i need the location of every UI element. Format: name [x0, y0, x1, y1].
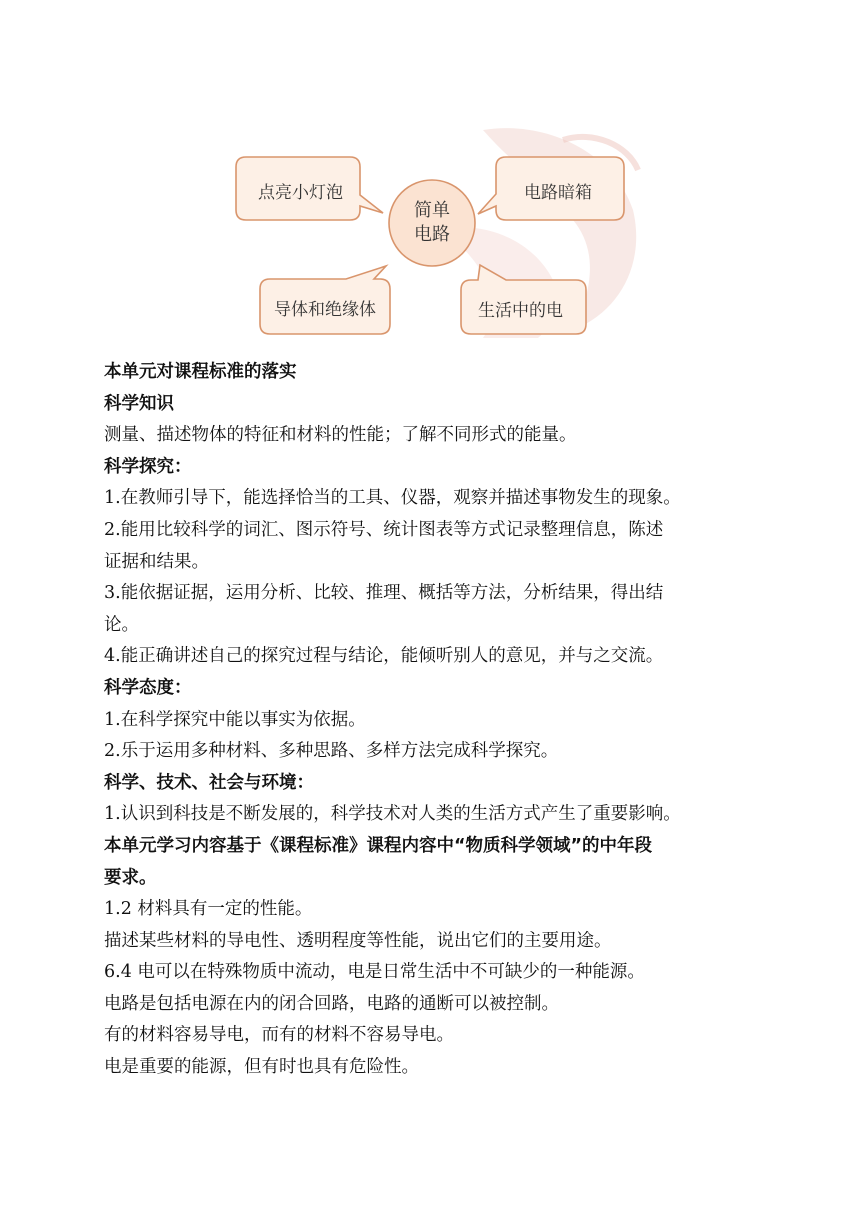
knowledge-heading: 科学知识: [104, 393, 174, 414]
inquiry-item: 4.能正确讲述自己的探究过程与结论，能倾听别人的意见，并与之交流。: [104, 646, 664, 667]
inquiry-item: 2.能用比较科学的词汇、图示符号、统计图表等方式记录整理信息，陈述: [104, 519, 664, 540]
bubble-top-right-label: 电路暗箱: [524, 183, 592, 203]
inquiry-item: 3.能依据证据，运用分析、比较、推理、概括等方法，分析结果，得出结: [104, 583, 664, 604]
inquiry-item: 论。: [104, 614, 139, 635]
requirement-heading-line-2: 要求。: [104, 867, 157, 888]
standard-line: 1.2 材料具有一定的性能。: [104, 899, 313, 920]
standard-line: 描述某些材料的导电性、透明程度等性能，说出它们的主要用途。: [104, 930, 612, 951]
attitude-heading: 科学态度：: [104, 677, 192, 698]
standard-line: 6.4 电可以在特殊物质中流动，电是日常生活中不可缺少的一种能源。: [104, 962, 645, 983]
center-label: [392, 199, 472, 247]
stse-heading: 科学、技术、社会与环境：: [104, 772, 314, 793]
bubble-top-left-label: 点亮小灯泡: [258, 183, 343, 203]
standard-line: 有的材料容易导电，而有的材料不容易导电。: [104, 1025, 454, 1046]
center-label-line-1: 简单: [414, 200, 450, 221]
attitude-item: 2.乐于运用多种材料、多种思路、多样方法完成科学探究。: [104, 741, 559, 762]
center-label-line-2: 电路: [414, 224, 450, 245]
document-body: [104, 357, 764, 1084]
inquiry-heading: 科学探究：: [104, 456, 192, 477]
bubble-bottom-right-label: 生活中的电: [478, 301, 563, 321]
standard-line: 电是重要的能源，但有时也具有危险性。: [104, 1057, 419, 1078]
attitude-item: 1.在科学探究中能以事实为依据。: [104, 709, 366, 730]
requirement-heading-line-1: 本单元学习内容基于《课程标准》课程内容中“物质科学领域”的中年段: [104, 835, 653, 856]
inquiry-item: 证据和结果。: [104, 551, 209, 572]
inquiry-item: 1.在教师引导下，能选择恰当的工具、仪器，观察并描述事物发生的现象。: [104, 488, 681, 509]
bubble-bottom-left-label: 导体和绝缘体: [274, 300, 376, 320]
standard-line: 电路是包括电源在内的闭合回路，电路的通断可以被控制。: [104, 993, 559, 1014]
stse-item: 1.认识到科技是不断发展的，科学技术对人类的生活方式产生了重要影响。: [104, 804, 681, 825]
knowledge-text: 测量、描述物体的特征和材料的性能；了解不同形式的能量。: [104, 425, 577, 446]
main-heading: 本单元对课程标准的落实: [104, 362, 297, 382]
unit-concept-diagram: [228, 110, 642, 338]
